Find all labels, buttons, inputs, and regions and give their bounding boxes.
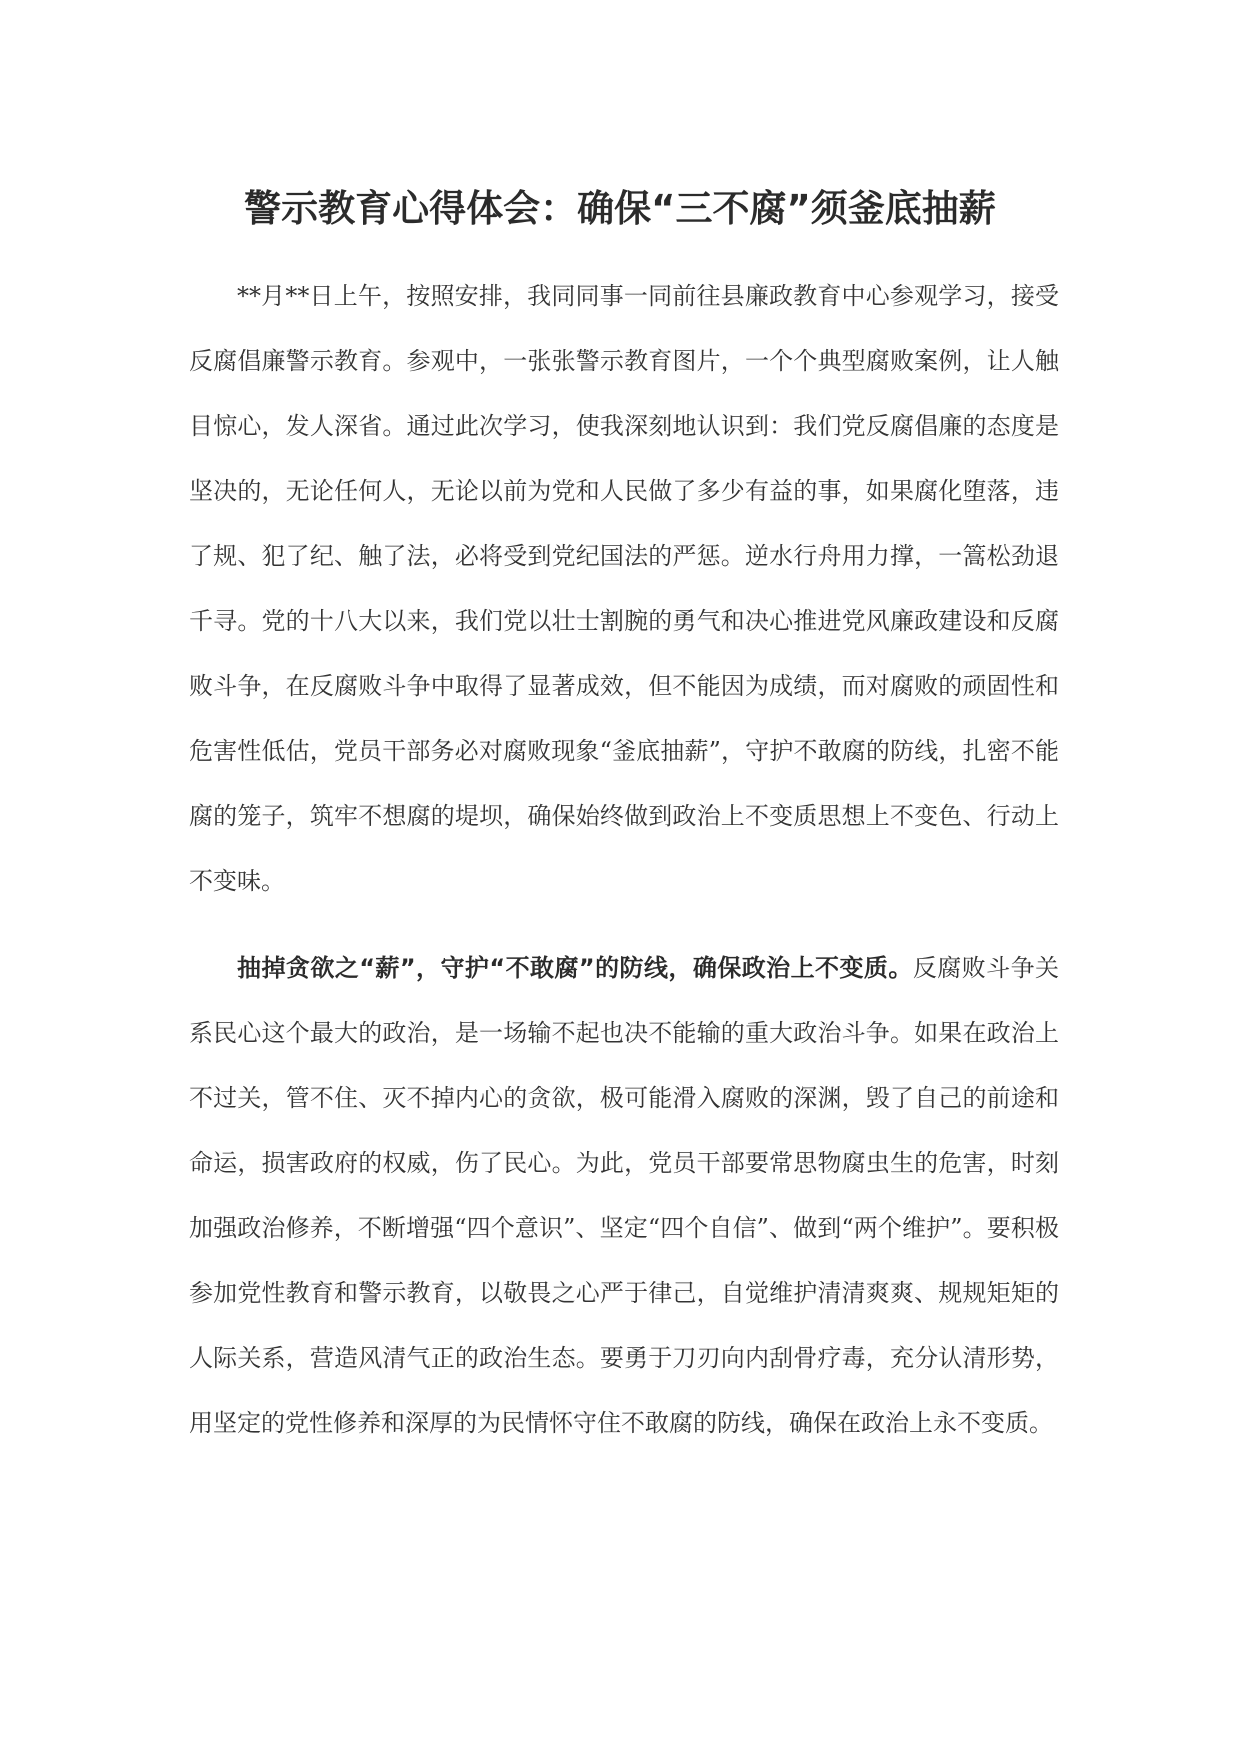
document-title: 警示教育心得体会：确保“三不腐”须釜底抽薪 (244, 187, 996, 230)
paragraph-intro-text: **月**日上午，按照安排，我同同事一同前往县廉政教育中心参观学习，接受反腐倡廉警示教育。参观中，一张张警示教育图片，一个个典型腐败案例，让人触目惊心，发人深省。通过此次学习，使我深刻地认识到：我们党反腐倡廉的态度是坚决的，无论任何人，无论以前为党和人民做了多少有益的事，如果腐化堕落，违了规、犯了纪、触了法，必将受到党纪国法的严惩。逆水行舟用力撑，一篙松劲退千寻。党的十八大以来，我们党以壮士割腕的勇气和决心推进党风廉政建设和反腐败斗争，在反腐败斗争中取得了显著成效，但不能因为成绩，而对腐败的顽固性和危害性低估，党员干部务必对腐败现象“釜底抽薪”，守护不敢腐的防线，扎密不能腐的笼子，筑牢不想腐的堤坝，确保始终做到政治上不变质思想上不变色、行动上不变味。 (189, 282, 1059, 895)
paragraph-intro (189, 264, 1059, 914)
paragraph-section-1 (189, 936, 1059, 1456)
paragraph-section-1-text: 反腐败斗争关系民心这个最大的政治，是一场输不起也决不能输的重大政治斗争。如果在政治上不过关，管不住、灭不掉内心的贪欲，极可能滑入腐败的深渊，毁了自己的前途和命运，损害政府的权威，伤了民心。为此，党员干部要常思物腐虫生的危害，时刻加强政治修养，不断增强“四个意识”、坚定“四个自信”、做到“两个维护”。要积极参加党性教育和警示教育，以敬畏之心严于律己，自觉维护清清爽爽、规规矩矩的人际关系，营造风清气正的政治生态。要勇于刀刃向内刮骨疗毒，充分认清形势，用坚定的党性修养和深厚的为民情怀守住不敢腐的防线，确保在政治上永不变质。 (189, 954, 1060, 1437)
paragraph-section-1-lead: 抽掉贪欲之“薪”，守护“不敢腐”的防线，确保政治上不变质。 (237, 954, 913, 982)
